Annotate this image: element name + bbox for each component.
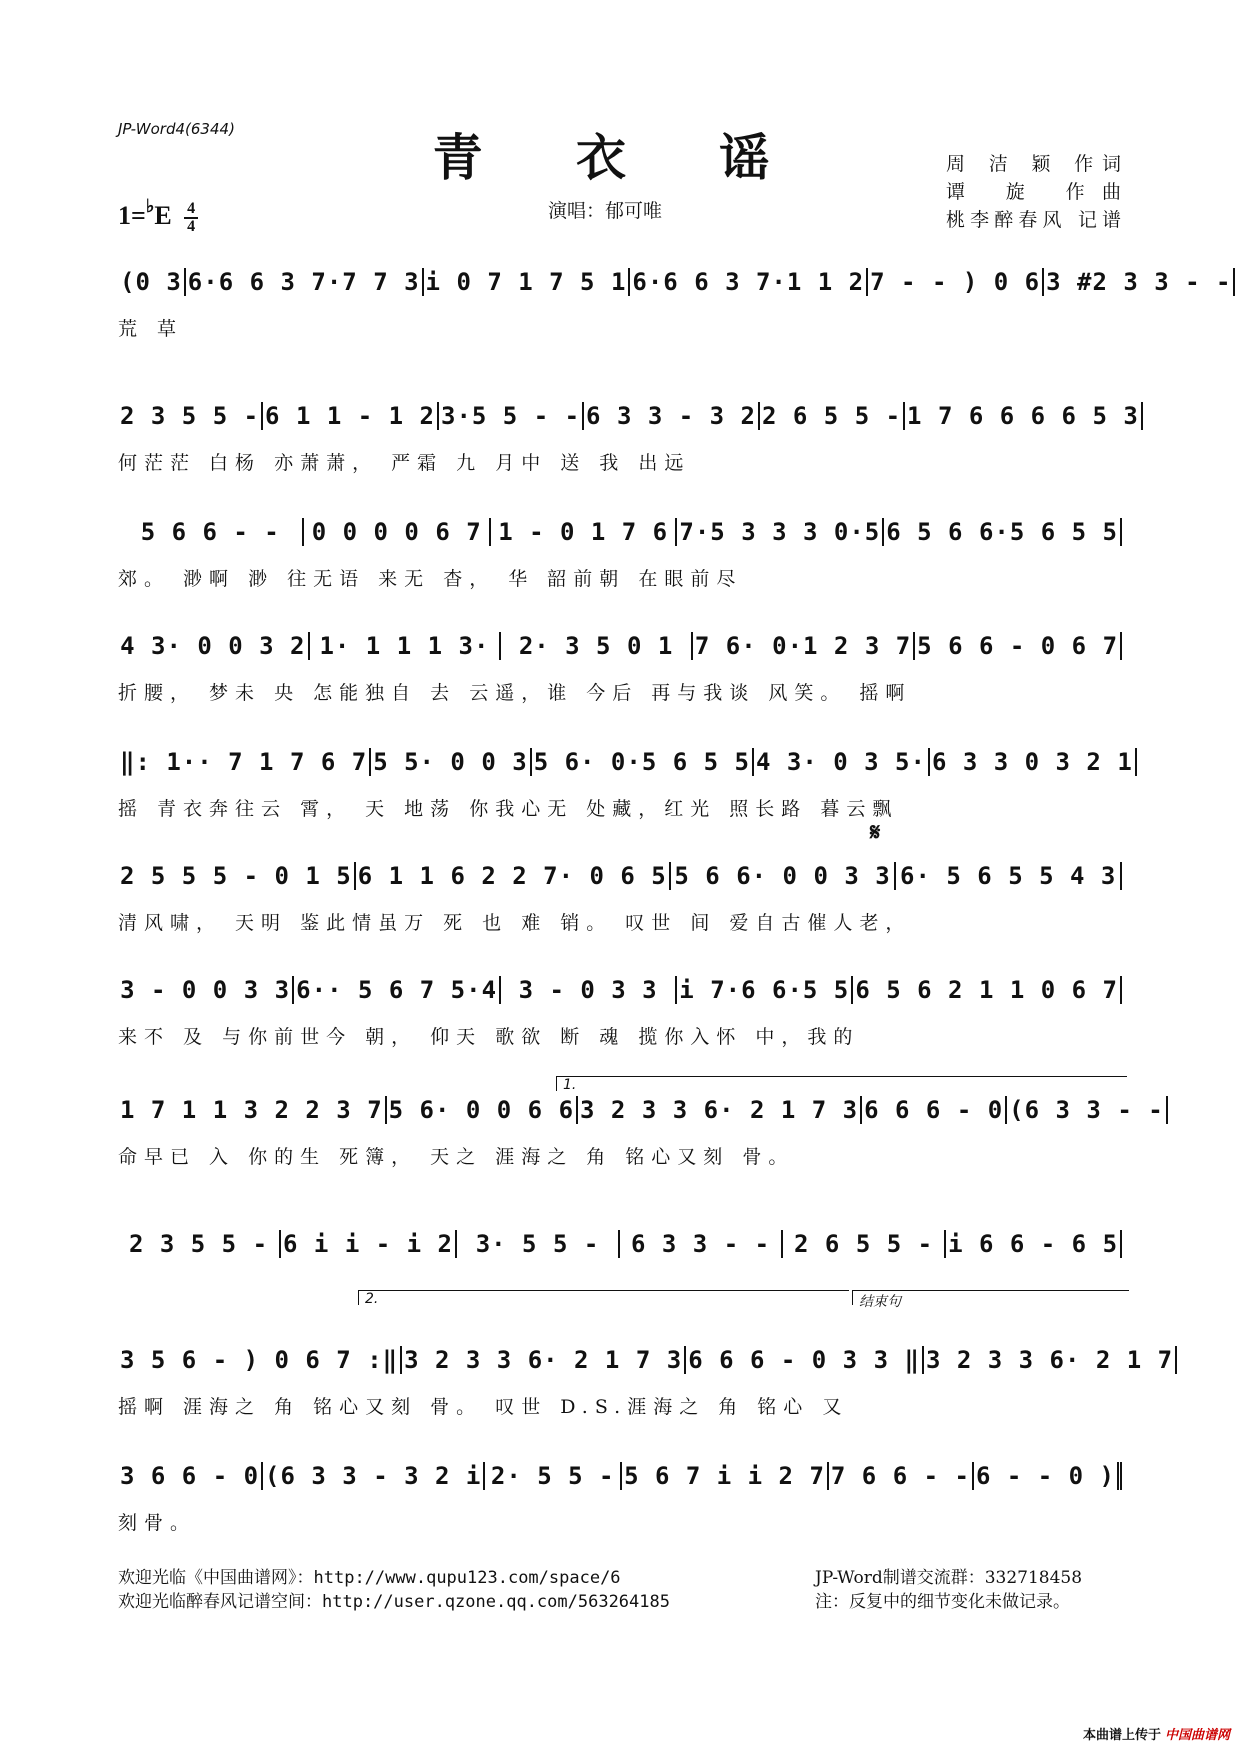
flat-sign: ♭ bbox=[145, 196, 155, 216]
staff-line bbox=[118, 972, 1122, 1008]
measure: 6· 5 6 5 5 4 3 bbox=[896, 862, 1122, 890]
measure: 5 6 6· 0 0 3 3 bbox=[671, 862, 897, 890]
measure: 2 3 5 5 - bbox=[118, 402, 263, 430]
measure: 6 1 1 - 1 2 bbox=[263, 402, 439, 430]
measure: 3 - 0 3 3 bbox=[501, 976, 677, 1004]
footer-group: JP-Word制谱交流群：332718458 bbox=[815, 1568, 1083, 1588]
measure: 6 5 6 6·5 6 5 5 bbox=[884, 518, 1122, 546]
lyric-line: 折腰， 梦未 央 怎能独自 去 云遥，谁 今后 再与我谈 风笑。 摇啊 bbox=[118, 682, 912, 704]
lyricist: 周 洁 颖 作词 bbox=[946, 153, 1121, 175]
measure: 3 6 6 - 0 bbox=[118, 1462, 263, 1490]
measure: 5 6· 0·5 6 5 5 bbox=[532, 748, 754, 776]
coda-bracket bbox=[852, 1290, 1129, 1310]
measure: 3 2 3 3 6· 2 1 7 bbox=[924, 1346, 1177, 1374]
measure: 6 - - 0 ) bbox=[974, 1462, 1122, 1490]
measure: 6 6 6 - 0 3 3 ‖ bbox=[686, 1346, 924, 1374]
measure: (0 3 bbox=[118, 268, 186, 296]
measure: (6 3 3 - 3 2 i bbox=[263, 1462, 485, 1490]
measure: 5 6· 0 0 6 6 bbox=[387, 1096, 578, 1124]
measure: 6 3 3 - - bbox=[620, 1230, 783, 1258]
measure: 3 #2 3 3 - - bbox=[1044, 268, 1235, 296]
score-row bbox=[118, 398, 1139, 474]
measure: 6·· 5 6 7 5·4 bbox=[294, 976, 501, 1004]
measure: 0 0 0 0 6 7 bbox=[304, 518, 490, 546]
lyric-line: 刻骨。 bbox=[118, 1512, 197, 1534]
staff-line bbox=[118, 514, 1122, 550]
score-row bbox=[118, 1458, 1122, 1534]
score-row bbox=[118, 1342, 1174, 1418]
footer-left bbox=[118, 1566, 670, 1614]
key-signature bbox=[118, 196, 198, 235]
measure: 4 3· 0 0 3 2 bbox=[118, 632, 310, 660]
measure: 7·5 3 3 3 0·5 bbox=[677, 518, 884, 546]
score-row bbox=[118, 744, 1133, 820]
measure: 6·6 6 3 7·7 7 3 bbox=[186, 268, 424, 296]
key-label: 1= bbox=[118, 201, 146, 230]
score-row bbox=[118, 1092, 1164, 1168]
lyric-line: 何茫茫 白杨 亦萧萧， 严霜 九 月中 送 我 出远 bbox=[118, 452, 691, 474]
measure: 6 i i - i 2 bbox=[281, 1230, 457, 1258]
site-logo: 中国曲谱网 bbox=[1164, 1728, 1230, 1743]
score-row bbox=[118, 1226, 1122, 1266]
measure: 2 6 5 5 - bbox=[783, 1230, 946, 1258]
measure: 3 5 6 - ) 0 6 7 :‖ bbox=[118, 1346, 402, 1374]
lyric-line: 郊。 渺啊 渺 往无语 来无 杳， 华 韶前朝 在眼前尽 bbox=[118, 568, 743, 590]
score-row bbox=[118, 628, 1122, 704]
score-row bbox=[118, 972, 1122, 1048]
volta-2 bbox=[358, 1290, 849, 1305]
page-title: 青 衣 谣 bbox=[432, 128, 808, 187]
watermark: JP-Word4(6344) bbox=[118, 120, 235, 138]
time-bottom: 4 bbox=[187, 218, 196, 236]
footer-link-2[interactable]: 欢迎光临醉春风记谱空间：http://user.qzone.qq.com/563264185 bbox=[118, 1592, 670, 1612]
measure: 5 5· 0 0 3 bbox=[371, 748, 532, 776]
measure: 6 6 6 - 0 bbox=[862, 1096, 1007, 1124]
key-note: E bbox=[154, 201, 172, 230]
measure: 6 1 1 6 2 2 7· 0 6 5 bbox=[356, 862, 671, 890]
lyric-line: 清风啸， 天明 鉴此情虽万 死 也 难 销。 叹世 间 爱自古催人老， bbox=[118, 912, 912, 934]
measure: 5 6 6 - 0 6 7 bbox=[915, 632, 1122, 660]
measure: 3·5 5 - - bbox=[439, 402, 584, 430]
lyric-line: 摇啊 涯海之 角 铭心又刻 骨。 叹世 D.S.涯海之 角 铭心 又 bbox=[118, 1396, 849, 1418]
staff-line bbox=[118, 1092, 1164, 1128]
lyric-line: 来不 及 与你前世今 朝， 仰天 歌欲 断 魂 揽你入怀 中，我的 bbox=[118, 1026, 860, 1048]
time-top: 4 bbox=[187, 200, 196, 218]
measure: 3· 5 5 - bbox=[457, 1230, 620, 1258]
lyric-line: 荒 草 bbox=[118, 318, 184, 340]
footer-link-1[interactable]: 欢迎光临《中国曲谱网》：http://www.qupu123.com/space/6 bbox=[118, 1568, 621, 1588]
measure: 1 7 6 6 6 6 5 3 bbox=[905, 402, 1143, 430]
measure: 4 3· 0 3 5· bbox=[754, 748, 930, 776]
measure: 2 3 5 5 - bbox=[118, 1230, 281, 1258]
measure: 2 6 5 5 - bbox=[760, 402, 905, 430]
staff-line bbox=[118, 1342, 1174, 1378]
segno-sign: 𝄋 bbox=[870, 818, 881, 846]
measure: 3 - 0 0 3 3 bbox=[118, 976, 294, 1004]
measure: 2 5 5 5 - 0 1 5 bbox=[118, 862, 356, 890]
measure: ‖: 1·· 7 1 7 6 7 bbox=[118, 748, 371, 776]
score-row bbox=[118, 858, 1122, 934]
time-signature bbox=[184, 201, 198, 235]
measure: 7 6 6 - - bbox=[829, 1462, 974, 1490]
staff-line bbox=[118, 628, 1122, 664]
measure: (6 3 3 - - bbox=[1007, 1096, 1168, 1124]
measure: 3 2 3 3 6· 2 1 7 3 bbox=[578, 1096, 862, 1124]
staff-line bbox=[118, 1226, 1122, 1262]
score-row bbox=[118, 514, 1122, 590]
staff-line bbox=[118, 264, 1232, 300]
upload-badge[interactable] bbox=[1083, 1724, 1230, 1743]
measure: 5 6 6 - - bbox=[118, 518, 304, 546]
measure: 6·6 6 3 7·1 1 2 bbox=[630, 268, 868, 296]
lyric-line: 命早已 入 你的生 死簿， 天之 涯海之 角 铭心又刻 骨。 bbox=[118, 1146, 795, 1168]
composer: 谭 旋 作曲 bbox=[946, 181, 1121, 203]
singer: 演唱：郁可唯 bbox=[548, 200, 663, 222]
footer-note: 注：反复中的细节变化未做记录。 bbox=[815, 1592, 1070, 1612]
measure: 1 - 0 1 7 6 bbox=[491, 518, 677, 546]
measure: 2· 3 5 0 1 bbox=[501, 632, 693, 660]
measure: 7 6· 0·1 2 3 7 bbox=[693, 632, 915, 660]
measure: i 0 7 1 7 5 1 bbox=[424, 268, 631, 296]
measure: i 7·6 6·5 5 bbox=[677, 976, 853, 1004]
measure: 2· 5 5 - bbox=[485, 1462, 622, 1490]
staff-line bbox=[118, 1458, 1122, 1494]
coda-label: 结束句 bbox=[859, 1294, 901, 1310]
measure: 7 - - ) 0 6 bbox=[868, 268, 1044, 296]
staff-line bbox=[118, 858, 1122, 894]
volta-1 bbox=[556, 1076, 1127, 1091]
lyric-line: 摇 青衣奔往云 霄， 天 地荡 你我心无 处藏，红光 照长路 暮云飘 bbox=[118, 798, 899, 820]
measure: 3 2 3 3 6· 2 1 7 3 bbox=[402, 1346, 686, 1374]
measure: 1 7 1 1 3 2 2 3 7 bbox=[118, 1096, 387, 1124]
staff-line bbox=[118, 744, 1133, 780]
measure: 6 3 3 0 3 2 1 bbox=[930, 748, 1137, 776]
transcriber: 桃李醉春风 记谱 bbox=[946, 209, 1121, 231]
staff-line bbox=[118, 398, 1139, 434]
measure: 6 3 3 - 3 2 bbox=[584, 402, 760, 430]
measure: 1· 1 1 1 3· bbox=[310, 632, 502, 660]
volta-2-label: 2. bbox=[365, 1291, 379, 1307]
footer-right bbox=[815, 1566, 1082, 1614]
measure: 6 5 6 2 1 1 0 6 7 bbox=[853, 976, 1122, 1004]
upload-label: 本曲谱上传于 bbox=[1082, 1728, 1161, 1743]
measure: i 6 6 - 6 5 bbox=[946, 1230, 1122, 1258]
credits bbox=[946, 150, 1121, 234]
volta-1-label: 1. bbox=[563, 1077, 577, 1093]
score-row bbox=[118, 264, 1232, 340]
measure: 5 6 7 i i 2 7 bbox=[622, 1462, 829, 1490]
